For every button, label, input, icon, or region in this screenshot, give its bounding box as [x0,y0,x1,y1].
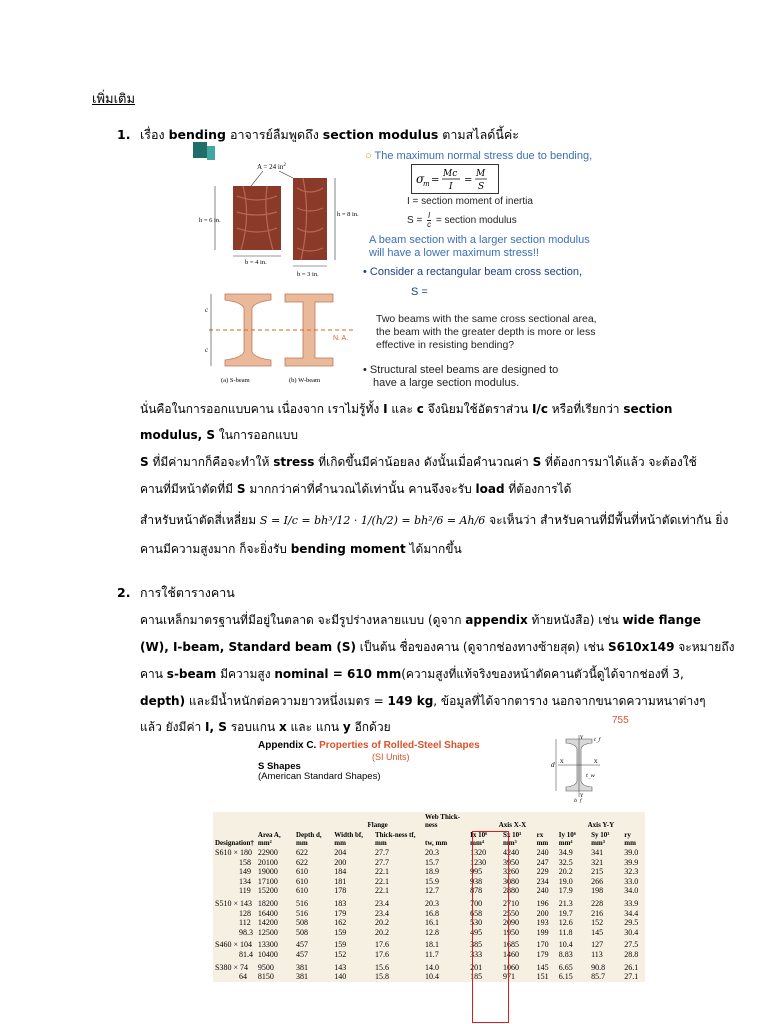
table-cell: 113 [591,949,603,959]
table-row [213,858,645,868]
svg-text:t_w: t_w [586,773,595,779]
table-cell: 12.8 [425,927,440,937]
table-cell: 39.0 [624,848,639,857]
para2-line4: depth) และมีน้ำหนักต่อความยาวหนึ่งเมตร = 149 kg, ข้อมูลที่ได้จากตาราง นอกจากขนาดความหนาต่างๆ [140,694,706,708]
table-column-header: Iy 10⁶ mm⁴ [558,831,576,847]
table-cell: 29.5 [624,918,639,928]
item-number-1: 1. [117,127,131,142]
b3-label: b = 3 in. [297,271,319,278]
table-cell: 1230 [470,857,487,867]
table-cell: 1320 [470,848,487,857]
table-cell: 516 [296,908,308,918]
svg-text:X: X [560,759,564,765]
table-cell: 530 [470,918,483,928]
table-cell: 19.0 [558,876,573,886]
table-cell: 341 [591,848,604,857]
slide-structural-2: have a large section modulus. [373,377,520,389]
para1-line4: คานที่มีหน้าตัดที่มี S มากกว่าค่าที่คำนวณได้เท่านั้น คานจึงจะรับ load ที่ต้องการได้ [140,482,572,496]
section-header: เพิ่มเติม [92,92,136,107]
table-cell: 10.4 [558,940,573,950]
table-cell: 181 [334,876,347,886]
table-cell: 20.2 [375,918,390,928]
table-cell: 622 [296,857,308,867]
b4-label: b = 4 in. [245,259,267,266]
rect-section-formula: S = I/c = bh³/12 · 1/(h/2) = bh²/6 = Ah/6 [259,514,486,527]
table-column-header: Depth d, mm [296,831,322,847]
svg-text:=: = [431,175,440,186]
table-cell: 183 [334,898,347,908]
svg-text:Mc: Mc [443,169,458,179]
table-cell: 33.9 [624,898,639,908]
s-shape-section-figure [550,733,610,803]
table-cell: 938 [470,876,483,886]
table-cell: 12.6 [558,918,573,928]
table-cell: 1060 [502,962,519,972]
table-cell: 15.6 [375,962,390,972]
para1-line3: S ที่มีค่ามากก็คือจะทำให้ stress ที่เกิดขึ้นมีค่าน้อยลง ดังนั้นเมื่อคำนวณค่า S ที่ต้องการมาได้แล้ว จะต้องใช้ [140,455,697,469]
table-cell: 495 [470,927,483,937]
table-cell: 3260 [502,867,519,877]
table-cell: 185 [470,972,483,982]
appendix-title: Appendix C. Properties of Rolled-Steel Shapes [258,740,480,751]
slide-larger-modulus-1: A beam section with a larger section modulus [369,234,590,246]
table-cell: 10.4 [425,972,440,982]
table-cell: 12.7 [425,886,440,896]
s-beam-caption: (a) S-beam [221,377,250,384]
lecture-slide [193,142,633,390]
table-cell: 11.7 [425,949,439,959]
appendix-units: (SI Units) [372,752,410,762]
table-header-row [213,830,645,848]
table-cell: 33.0 [624,876,639,886]
table-cell: 971 [502,972,515,982]
table-cell: 140 [334,972,347,982]
table-cell: 658 [470,908,483,918]
table-row [213,972,645,982]
table-cell: 28.8 [624,949,639,959]
para2-line2: (W), I-beam, Standard beam (S) เป็นต้น ชื่อของคาน (ดูจากช่องทางซ้ายสุด) เช่น S610x149 จะหมายถึง [140,640,735,654]
table-cell: 20.2 [375,927,390,937]
table-cell: 199 [536,927,549,937]
table-column-header: Ix 10⁶ mm⁴ [470,831,488,847]
table-cell: 8.83 [558,949,573,959]
table-cell: 19000 [257,867,278,877]
table-cell: 9500 [257,962,274,972]
table-cell: 6.15 [558,972,573,982]
table-cell: 3950 [502,857,519,867]
table-cell: 34.0 [624,886,639,896]
table-cell: 2710 [502,898,519,908]
table-cell: 878 [470,886,483,896]
table-cell: 17.9 [558,886,573,896]
table-cell: 16.1 [425,918,440,928]
svg-text:b_f: b_f [574,798,582,803]
sx-column-highlight [472,831,509,1023]
wood-block-8in [293,178,327,260]
table-cell: 204 [334,848,347,857]
table-cell: 26.1 [624,962,639,972]
table-cell: 610 [296,867,308,877]
table-cell: 145 [591,927,604,937]
table-cell: 17.6 [375,940,390,950]
table-cell: 11.8 [558,927,573,937]
table-cell: 15.7 [425,857,440,867]
table-cell: 2090 [502,918,519,928]
table-cell: 17.6 [375,949,390,959]
para1-line5: สำหรับหน้าตัดสี่เหลี่ยม S = I/c = bh³/12 · 1/(h/2) = bh²/6 = Ah/6 จะเห็นว่า สำหรับคานที่มีพื้นที่หน้าตัดเท่ากัน ยิ่ง [140,513,729,527]
table-row [213,886,645,896]
slide-two-beams-3: effective in resisting bending? [376,339,515,351]
table-cell: 159 [334,940,347,950]
h6-label: h = 6 in. [199,217,221,224]
svg-text:X: X [594,759,598,765]
table-cell: 6.65 [558,962,573,972]
wood-beams-figure [193,156,363,296]
para2-line1: คานเหล็กมาตรฐานที่มีอยู่ในตลาด จะมีรูปร่างหลายแบบ (ดูจาก appendix ท้ายหนังสือ) เช่น wide flange [140,613,701,627]
table-cell: 145 [536,962,549,972]
svg-text:=: = [464,175,473,186]
table-cell: 178 [334,886,347,896]
table-cell: 18200 [257,898,278,908]
appendix-american-standard: (American Standard Shapes) [258,771,381,782]
table-cell: 143 [334,962,347,972]
table-cell: 1460 [502,949,519,959]
table-cell: 201 [470,962,483,972]
table-cell: 12500 [257,927,278,937]
table-cell: 16400 [257,908,278,918]
table-cell: 2880 [502,886,519,896]
area-label: A = 24 $in^2$ [257,163,286,171]
table-cell: 23.4 [375,898,390,908]
table-cell: 17100 [257,876,278,886]
table-cell: 2550 [502,908,519,918]
table-cell: 151 [536,972,549,982]
svg-text:t_f: t_f [594,737,601,743]
table-cell: 20.3 [425,848,440,857]
table-cell: 112 [239,918,251,928]
table-cell: 14200 [257,918,278,928]
table-cell: 196 [536,898,549,908]
table-cell: 229 [536,867,549,877]
table-cell: 152 [334,949,347,959]
slide-two-beams-2: the beam with the greater depth is more or less [376,326,596,338]
table-cell: 15.8 [375,972,390,982]
table-row [213,909,645,919]
table-cell: 22900 [257,848,278,857]
table-cell: 240 [536,886,549,896]
stress-formula-box [411,164,499,194]
appendix-page-number: 755 [612,715,629,726]
table-row [213,937,645,950]
table-cell: S460 × 104 [215,940,252,950]
table-column-header: tw, mm [425,839,448,847]
slide-inertia-def: I = section moment of inertia [407,196,533,207]
table-cell: 193 [536,918,549,928]
para2-line3: คาน s-beam มีความสูง nominal = 610 mm(ความสูงที่แท้จริงของหน้าตัดคานตัวนี้ดูได้จากช่องที่ 3, [140,667,684,681]
table-row [213,896,645,909]
table-cell: 27.5 [624,940,639,950]
table-column-header: Designation† [215,839,254,847]
slide-consider: • Consider a rectangular beam cross section, [363,266,583,278]
table-column-header: Sy 10³ mm³ [591,831,610,847]
table-cell: S610 × 180 [215,848,252,857]
table-cell: 81.4 [239,949,253,959]
table-cell: 127 [591,940,604,950]
table-cell: 20.2 [558,867,573,877]
table-cell: 385 [470,940,483,950]
table-cell: 39.9 [624,857,639,867]
table-cell: 34.9 [558,848,573,857]
svg-text:m: m [423,180,430,188]
s-shapes-table [213,812,645,982]
table-cell: 21.3 [558,898,573,908]
slide-larger-modulus-2: will have a lower maximum stress!! [369,247,539,259]
appendix-s-shapes: S Shapes [258,761,301,772]
table-cell: 610 [296,886,308,896]
table-cell: 4240 [502,848,519,857]
table-cell: 90.8 [591,962,606,972]
table-cell: 85.7 [591,972,606,982]
table-cell: 34.4 [624,908,639,918]
table-cell: 228 [591,898,604,908]
slide-structural-1: • Structural steel beams are designed to [363,364,559,376]
table-cell: 200 [536,908,549,918]
table-cell: 15.9 [425,876,440,886]
table-cell: 149 [239,867,251,877]
table-row [213,877,645,887]
table-cell: 152 [591,918,604,928]
para1-line6: คานมีความสูงมาก ก็จะยิ่งรับ bending moment ได้มากขึ้น [140,542,462,556]
table-cell: 170 [536,940,549,950]
table-cell: 64 [239,972,247,982]
svg-text:M: M [476,169,486,179]
table-cell: 158 [239,857,251,867]
table-cell: 1685 [502,940,519,950]
table-cell: S380 × 74 [215,962,248,972]
table-cell: 27.7 [375,857,390,867]
slide-modulus-def: S = $\frac{I}{c}$ = section modulus [407,211,517,229]
svg-text:S: S [478,182,485,192]
table-row [213,960,645,973]
table-cell: 16.8 [425,908,440,918]
table-cell: 98.3 [239,927,253,937]
h8-label: h = 8 in. [337,211,359,218]
table-column-header: Sx 10³ mm³ [502,831,522,847]
table-cell: 215 [591,867,604,877]
svg-text:I: I [449,182,453,192]
table-cell: 18.9 [425,867,440,877]
table-column-header: ry mm [624,831,636,847]
svg-text:d: d [551,762,555,769]
para2-line5: แล้ว ยังมีค่า I, S รอบแกน x และ แกน y อีกด้วย [140,720,391,734]
item-title-1: เรื่อง bending อาจารย์ลืมพูดถึง section modulus ตามสไลด์นี้ค่ะ [140,127,519,142]
table-cell: 3080 [502,876,519,886]
slide-line-max-stress: ○ The maximum normal stress due to bending, [365,150,593,162]
table-cell: 234 [536,876,549,886]
stress-formula [412,165,498,193]
table-cell: 20100 [257,857,278,867]
slide-s-eq: S = [411,286,428,298]
table-cell: 266 [591,876,604,886]
c-label-top: c [205,306,209,314]
table-cell: 247 [536,857,549,867]
table-cell: 8150 [257,972,274,982]
table-row [213,928,645,938]
table-column-header: Width bf, mm [334,831,363,847]
table-cell: 23.4 [375,908,390,918]
table-cell: 457 [296,949,308,959]
table-column-header: Area A, mm² [257,831,281,847]
table-cell: 700 [470,898,483,908]
wood-block-6in [233,186,281,250]
table-cell: 32.5 [558,857,573,867]
table-cell: 22.1 [375,867,390,877]
table-row [213,848,645,858]
table-cell: 27.7 [375,848,390,857]
table-row [213,867,645,877]
neutral-axis-label: N. A. [333,335,349,342]
table-cell: 128 [239,908,251,918]
table-cell: 995 [470,867,483,877]
table-group-header: Flange Web Thick-ness Axis X-X Axis Y-Y [367,813,615,829]
c-label-bottom: c [205,346,209,354]
table-cell: 10400 [257,949,278,959]
table-cell: 457 [296,940,308,950]
svg-text:Y: Y [580,735,584,741]
table-cell: 622 [296,848,308,857]
slide-two-beams-1: Two beams with the same cross sectional area, [376,313,597,325]
table-cell: 13300 [257,940,278,950]
table-cell: 32.3 [624,867,639,877]
table-cell: 200 [334,857,347,867]
table-cell: 508 [296,918,308,928]
table-cell: 18.1 [425,940,440,950]
table-cell: 179 [334,908,347,918]
table-cell: 30.4 [624,927,639,937]
table-cell: 381 [296,962,308,972]
table-cell: 19.7 [558,908,573,918]
table-cell: 508 [296,927,308,937]
table-cell: S510 × 143 [215,898,252,908]
w-beam-caption: (b) W-beam [289,377,321,384]
table-column-header: Thick-ness tf, mm [375,831,416,847]
table-cell: 22.1 [375,886,390,896]
table-row [213,918,645,928]
table-cell: 1950 [502,927,519,937]
table-cell: 321 [591,857,604,867]
table-cell: 216 [591,908,604,918]
table-row [213,950,645,960]
table-cell: 159 [334,927,347,937]
table-cell: 134 [239,876,251,886]
svg-text:Y: Y [580,793,584,799]
table-cell: 27.1 [624,972,639,982]
svg-text:σ: σ [416,172,425,186]
table-column-header: rx mm [536,831,549,847]
table-cell: 162 [334,918,347,928]
table-cell: 179 [536,949,549,959]
item-number-2: 2. [117,585,131,600]
para1-line1: นั่นคือในการออกแบบคาน เนื่องจาก เราไม่รู้ทั้ง I และ c จึงนิยมใช้อัตราส่วน I/c หรือที่เรียกว่า section [140,402,673,416]
table-cell: 119 [239,886,251,896]
table-cell: 20.3 [425,898,440,908]
table-cell: 198 [591,886,604,896]
table-cell: 516 [296,898,308,908]
table-cell: 610 [296,876,308,886]
table-cell: 22.1 [375,876,390,886]
steel-beams-figure [193,282,363,390]
item-title-2: การใช้ตารางคาน [140,585,235,600]
table-cell: 184 [334,867,347,877]
table-cell: 240 [536,848,549,857]
table-cell: 15200 [257,886,278,896]
table-cell: 333 [470,949,483,959]
table-cell: 14.0 [425,962,440,972]
para1-line2: modulus, S ในการออกแบบ [140,428,299,442]
table-cell: 381 [296,972,308,982]
